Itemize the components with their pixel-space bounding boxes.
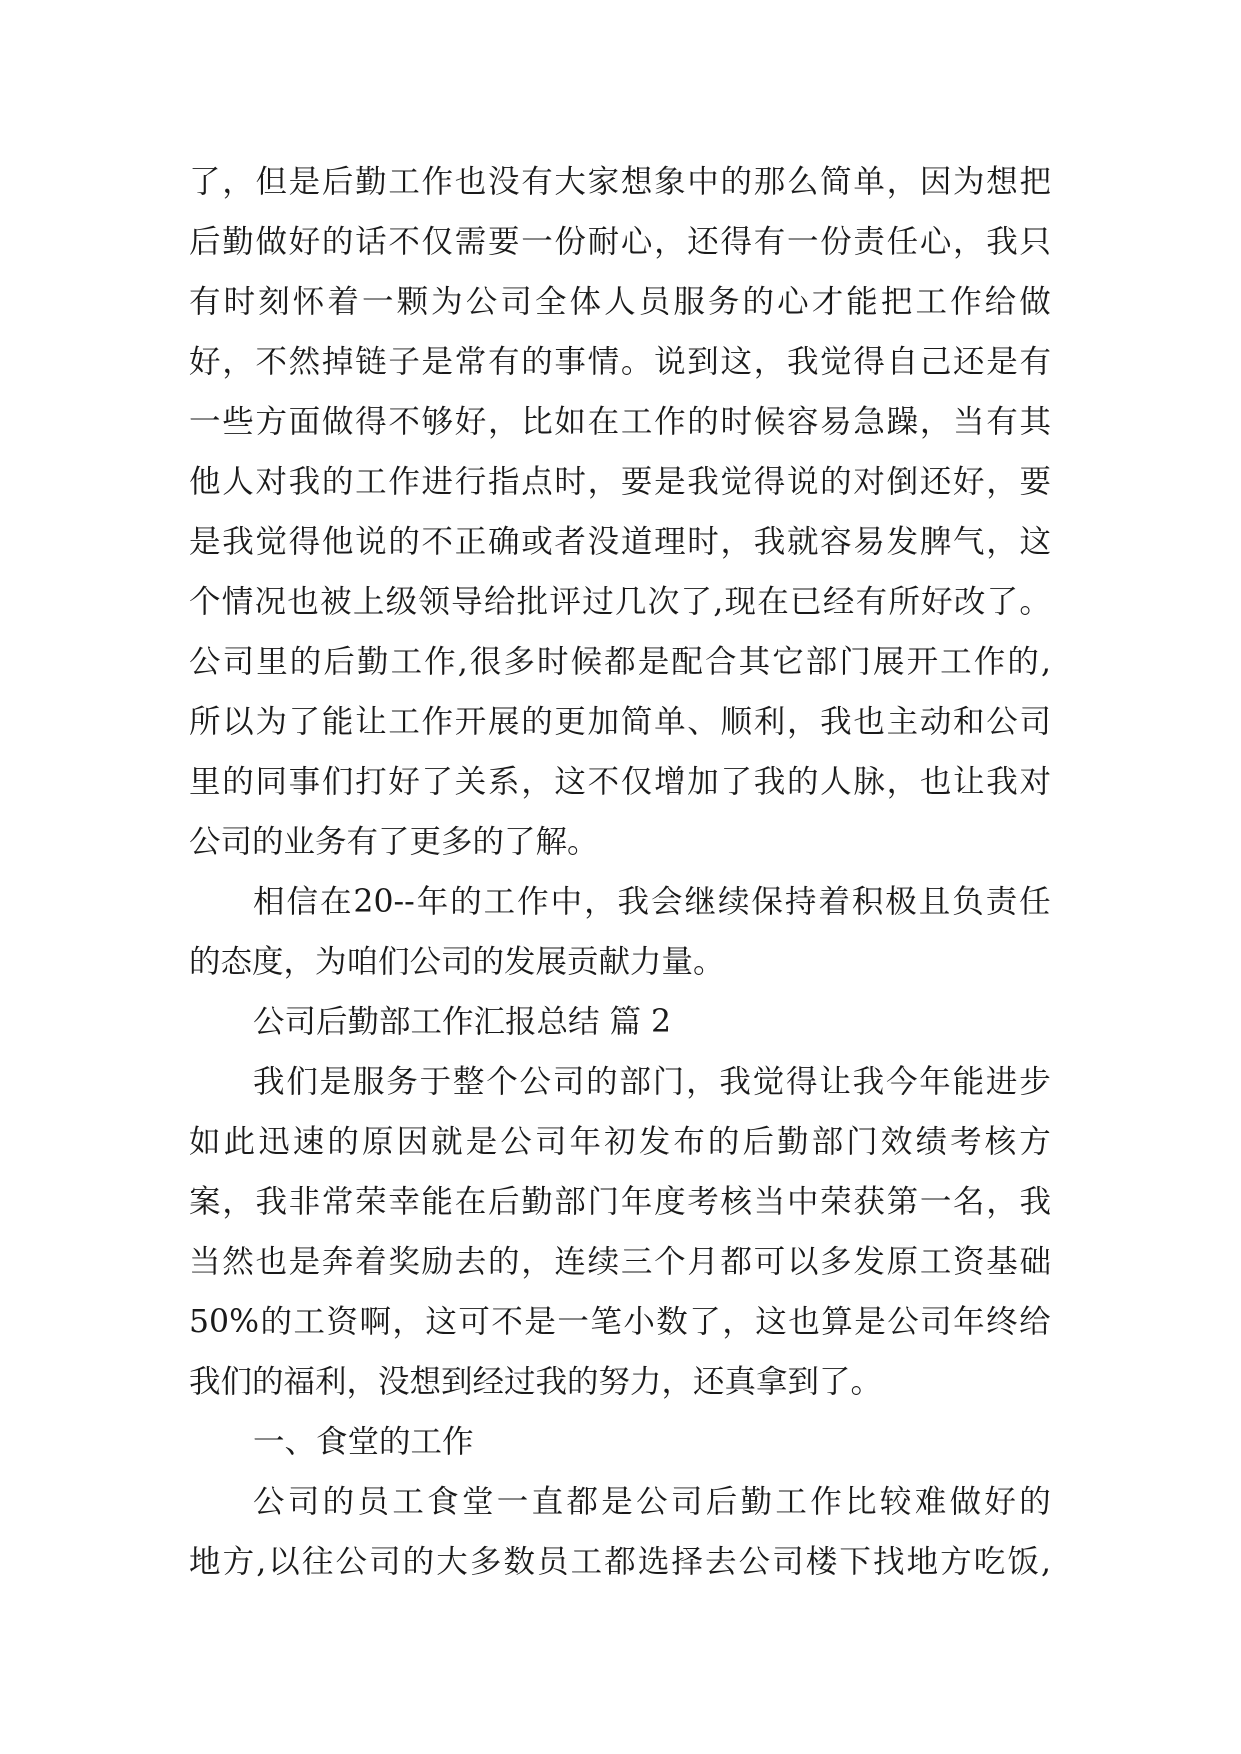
subsection-heading: 一、食堂的工作 — [253, 1424, 474, 1460]
text-line: 如 此 迅 速 的 原 因 就 是 公 司 年 初 发 布 的 后 勤 部 门 效 绩 考 核 方 — [189, 1124, 1051, 1160]
text-line: 后 勤 做 好 的 话 不 仅 需 要 一 份 耐 心 ， 还 得 有 一 份 责 任 心 ， 我 只 — [189, 224, 1051, 260]
text-line: 当 然 也 是 奔 着 奖 励 去 的 ， 连 续 三 个 月 都 可 以 多 发 原 工 资 基 础 — [189, 1244, 1051, 1280]
text-line: 好 ， 不 然 掉 链 子 是 常 有 的 事 情 。 说 到 这 ， 我 觉 得 自 己 还 是 有 — [189, 344, 1051, 380]
text-line: 是 我 觉 得 他 说 的 不 正 确 或 者 没 道 理 时 ， 我 就 容 易 发 脾 气 ， 这 — [189, 524, 1051, 560]
paragraph-end-line: 的态度，为咱们公司的发展贡献力量。 — [189, 944, 725, 980]
document-page — [189, 160, 1051, 1600]
text-line: 所 以 为 了 能 让 工 作 开 展 的 更 加 简 单 、 顺 利 ， 我 也 主 动 和 公 司 — [189, 704, 1051, 740]
section-heading: 公司后勤部工作汇报总结 篇 2 — [253, 1004, 672, 1040]
text-line: 个 情 况 也 被 上 级 领 导 给 批 评 过 几 次 了 , 现 在 已 经 有 所 好 改 了 。 — [189, 584, 1051, 620]
text-line: 公 司 里 的 后 勤 工 作 , 很 多 时 候 都 是 配 合 其 它 部 门 展 开 工 作 的 , — [189, 644, 1051, 680]
text-line: 他 人 对 我 的 工 作 进 行 指 点 时 ， 要 是 我 觉 得 说 的 对 倒 还 好 ， 要 — [189, 464, 1051, 500]
text-line: 有 时 刻 怀 着 一 颗 为 公 司 全 体 人 员 服 务 的 心 才 能 把 工 作 给 做 — [189, 284, 1051, 320]
text-line: 地 方 , 以 往 公 司 的 大 多 数 员 工 都 选 择 去 公 司 楼 下 找 地 方 吃 饭 , — [189, 1544, 1051, 1580]
text-line: 案 ， 我 非 常 荣 幸 能 在 后 勤 部 门 年 度 考 核 当 中 荣 获 第 一 名 ， 我 — [189, 1184, 1051, 1220]
text-line: 50% 的 工 资 啊 ， 这 可 不 是 一 笔 小 数 了 ， 这 也 算 是 公 司 年 终 给 — [189, 1304, 1051, 1340]
text-line: 里 的 同 事 们 打 好 了 关 系 ， 这 不 仅 增 加 了 我 的 人 脉 ， 也 让 我 对 — [189, 764, 1051, 800]
text-line: 相 信 在 20-- 年 的 工 作 中 ， 我 会 继 续 保 持 着 积 极 且 负 责 任 — [253, 884, 1051, 920]
text-line: 一 些 方 面 做 得 不 够 好 ， 比 如 在 工 作 的 时 候 容 易 急 躁 ， 当 有 其 — [189, 404, 1051, 440]
text-line: 我 们 是 服 务 于 整 个 公 司 的 部 门 ， 我 觉 得 让 我 今 年 能 进 步 — [253, 1064, 1051, 1100]
text-line: 了 ， 但 是 后 勤 工 作 也 没 有 大 家 想 象 中 的 那 么 简 单 ， 因 为 想 把 — [189, 164, 1051, 200]
paragraph-end-line: 公司的业务有了更多的了解。 — [189, 824, 599, 860]
paragraph-end-line: 我们的福利，没想到经过我的努力，还真拿到了。 — [189, 1364, 883, 1400]
text-line: 公 司 的 员 工 食 堂 一 直 都 是 公 司 后 勤 工 作 比 较 难 做 好 的 — [253, 1484, 1051, 1520]
